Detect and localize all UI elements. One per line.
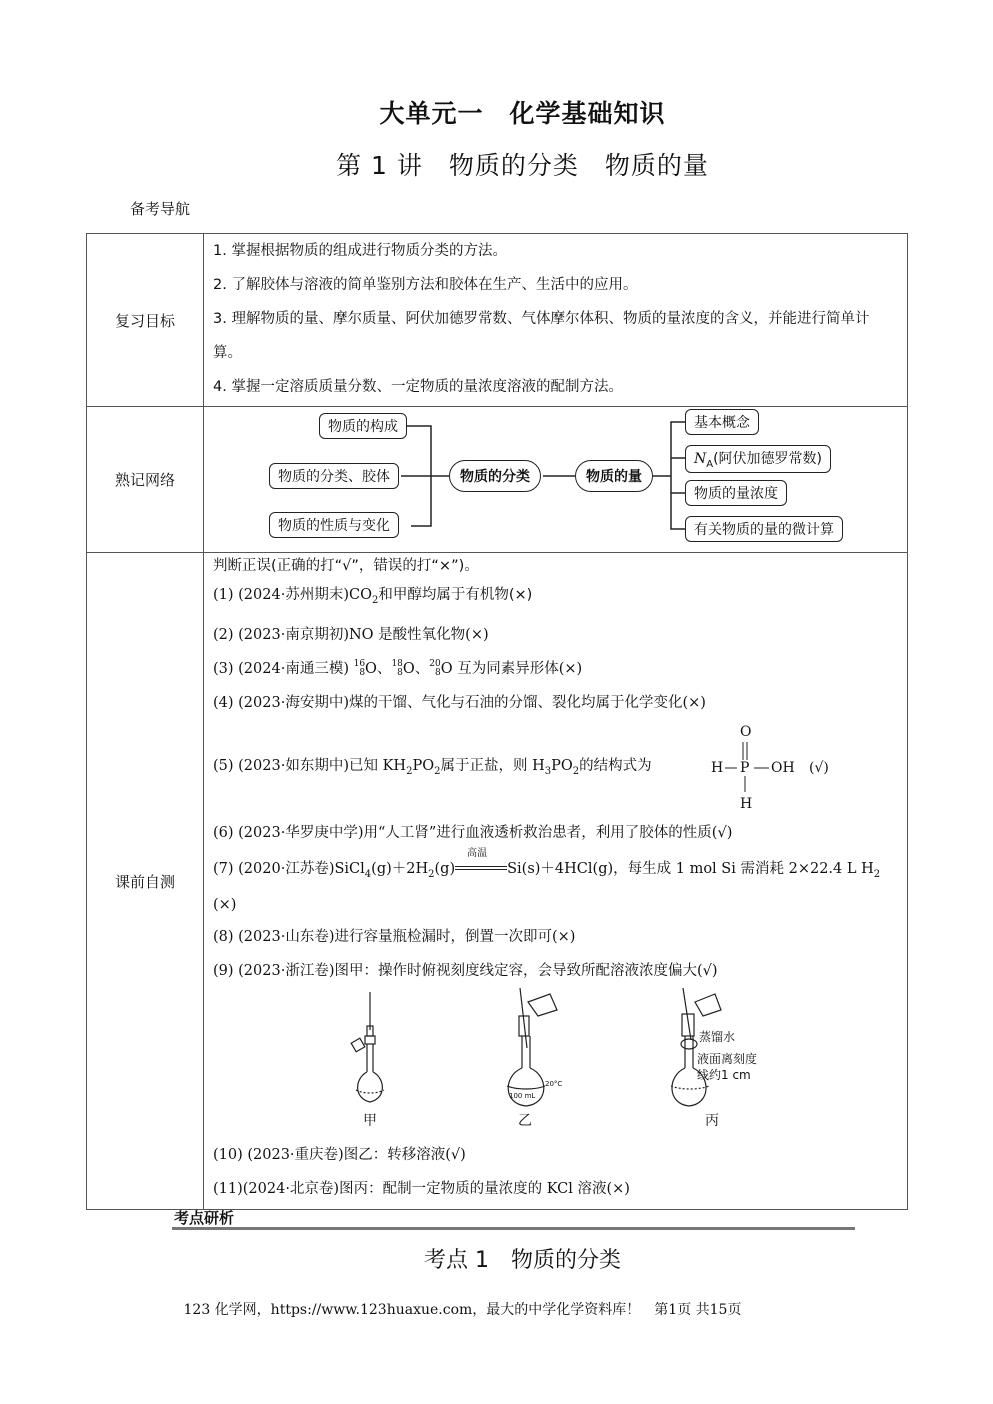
goal-item: 2. 了解胶体与溶液的简单鉴别方法和胶体在生产、生活中的应用。 xyxy=(213,277,638,293)
question-10: (10) (2023·重庆卷)图乙：转移溶液(√) xyxy=(213,1146,466,1163)
goal-item: 3. 理解物质的量、摩尔质量、阿伏加德罗常数、气体摩尔体积、物质的量浓度的含义，并能进行简单计算。 xyxy=(213,311,870,361)
goal-item: 1. 掌握根据物质的组成进行物质分类的方法。 xyxy=(213,243,507,259)
review-goals-label: 复习目标 xyxy=(87,234,204,407)
question-6: (6) (2023·华罗庚中学)用“人工肾”进行血液透析救治患者，利用了胶体的性质(√) xyxy=(213,824,733,841)
node-composition: 物质的构成 xyxy=(319,413,407,439)
self-test-row xyxy=(87,553,908,1210)
distilled-water-label: 蒸馏水 xyxy=(699,1029,736,1044)
node-classification-colloid: 物质的分类、胶体 xyxy=(269,463,399,489)
level-label-2: 线约1 cm xyxy=(697,1067,751,1082)
unit-title: 大单元一 化学基础知识 xyxy=(379,99,666,128)
question-9: (9) (2023·浙江卷)图甲：操作时俯视刻度线定容，会导致所配溶液浓度偏大(√) xyxy=(213,962,718,979)
section-banner xyxy=(172,1207,855,1229)
node-amount-center: 物质的量 xyxy=(575,460,653,492)
question-4: (4) (2023·海安期中)煤的干馏、气化与石油的分馏、裂化均属于化学变化(×) xyxy=(213,694,706,711)
self-test-intro: 判断正误(正确的打“√”，错误的打“×”)。 xyxy=(213,558,479,574)
network-label: 熟记网络 xyxy=(87,407,204,553)
network-row xyxy=(87,407,908,553)
flask-volume-label: 100 mL xyxy=(509,1091,536,1100)
review-goals-row xyxy=(87,234,908,407)
node-calculation: 有关物质的量的微计算 xyxy=(685,516,843,542)
question-3: (3) (2024·南通三模) 16 8O、18 8O、20 8O 互为同素异形体(×) xyxy=(213,658,583,678)
self-test-label: 课前自测 xyxy=(87,553,204,1210)
page-footer: 123 化学网，https://www.123huaxue.com，最大的中学化学资料库！ 第1页 共15页 xyxy=(183,1302,742,1318)
question-7: (7) (2020·江苏卷)$SiCl_4(g)+2H_2(g)$ 高温 Si(s)＋4HCl(g)，每生成 1 mol Si 需消耗 2×22.4 L $H_2$ (×) xyxy=(213,847,881,913)
node-basic-concepts: 基本概念 xyxy=(685,409,759,435)
concept-network xyxy=(205,408,906,551)
section-banner-rule xyxy=(172,1227,855,1230)
guide-label: 备考导航 xyxy=(130,200,191,218)
section-banner-text: 考点研析 xyxy=(174,1209,235,1227)
section-title: 考点 1 物质的分类 xyxy=(424,1248,621,1273)
goal-item: 4. 掌握一定溶质质量分数、一定物质的量浓度溶液的配制方法。 xyxy=(213,379,623,395)
question-1: (1) (2024·苏州期末)$CO_2$和甲醇均属于有机物(×) xyxy=(213,587,533,606)
study-table xyxy=(86,233,908,1210)
figure-caption-jia: 甲 xyxy=(363,1112,377,1129)
figure-caption-yi: 乙 xyxy=(518,1112,532,1129)
question-5: (5) (2023·如东期中)已知 $KH_2PO_2$属于正盐，则 $H_3PO_2$的结构式为 O H P OH (√) H xyxy=(205,720,906,816)
question-2: (2) (2023·南京期初)NO 是酸性氧化物(×) xyxy=(213,626,489,643)
node-concentration: 物质的量浓度 xyxy=(685,480,787,506)
level-label-1: 液面离刻度 xyxy=(697,1051,758,1066)
structural-formula: O H P OH (√) H xyxy=(711,723,829,812)
node-classification-center: 物质的分类 xyxy=(449,460,541,492)
node-avogadro: $N_A$(阿伏加德罗常数) xyxy=(685,445,831,473)
node-properties-changes: 物质的性质与变化 xyxy=(269,512,399,538)
flask-temp-label: 20°C xyxy=(545,1079,563,1088)
lecture-title: 第 1 讲 物质的分类 物质的量 xyxy=(336,151,709,180)
question-8: (8) (2023·山东卷)进行容量瓶检漏时，倒置一次即可(×) xyxy=(213,928,576,945)
flask-figure xyxy=(205,988,906,1138)
flask-illustration xyxy=(205,988,910,1138)
figure-caption-bing: 丙 xyxy=(705,1112,719,1129)
question-11: (11)(2024·北京卷)图丙：配制一定物质的量浓度的 KCl 溶液(×) xyxy=(213,1180,630,1197)
